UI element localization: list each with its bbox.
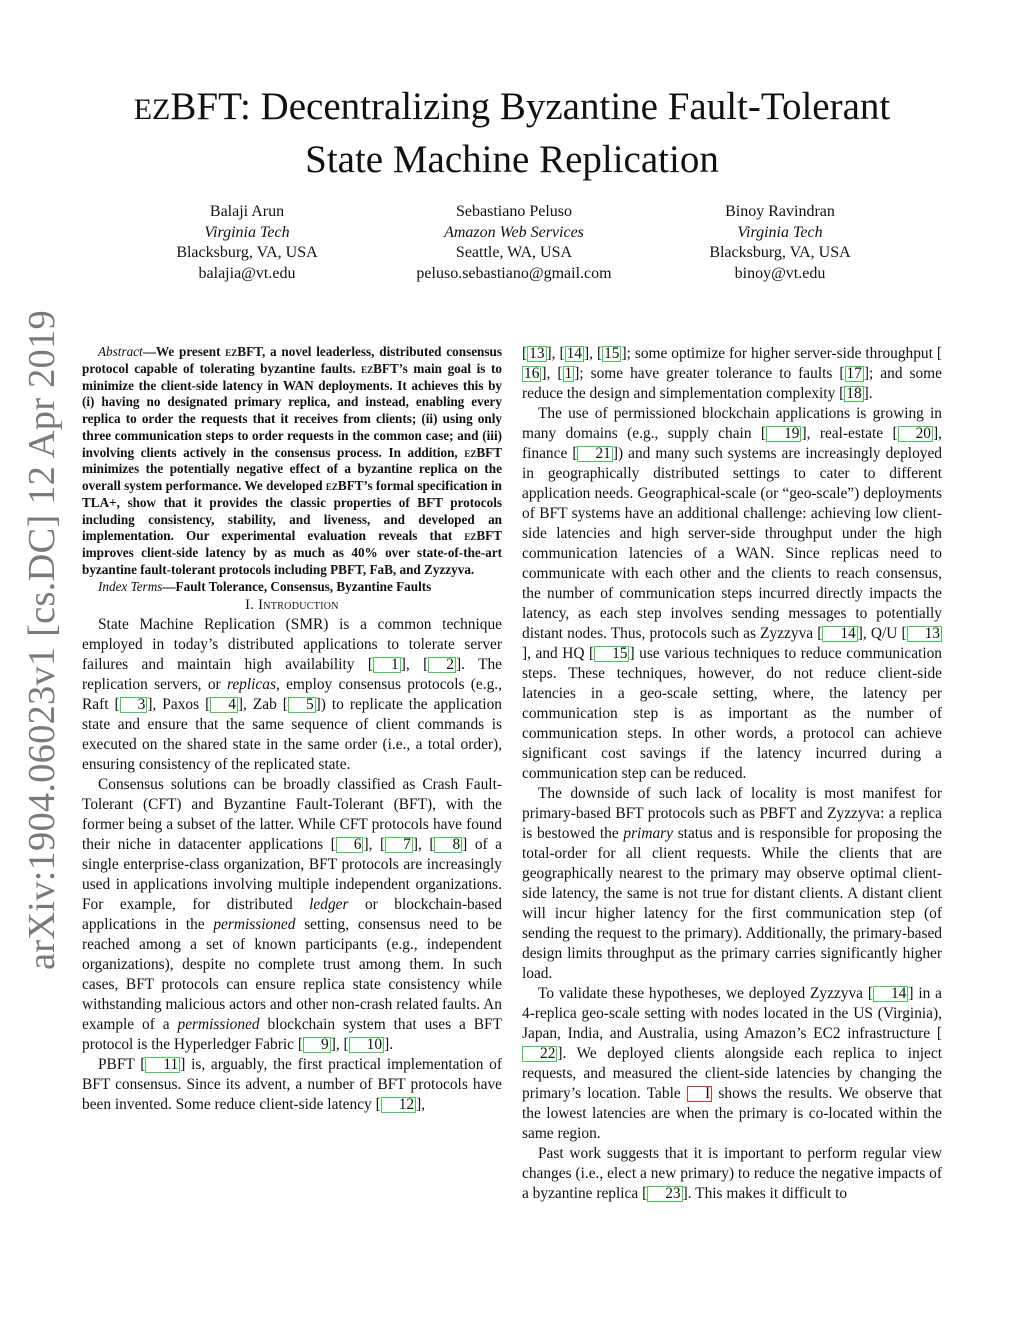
- paragraph: The downside of such lack of locality is most manifest for primary-based BFT protocols such as PBFT and Zyzzyva: a replica is bestowed the primary status and is responsible for proposing the total-order for all client requests. While the clients that are geographically nearest to the primary may observe optimal client-side latency, the same is not true for distant clients. A distant client will incur higher latency for the first communication step (of sending the request to the primary). Additionally, the primary-based design limits throughput as the primary carries significantly higher load.: [522, 785, 942, 982]
- paragraph: To validate these hypotheses, we deployed Zyzzyva [ 14 ] in a 4-replica geo-scale setting with nodes located in the US (Virginia), Japan, India, and Australia, using Amazon’s EC2 infrastructure [22 ]. We deployed clients alongside each replica to inject requests, and measured the client-side latencies by changing the primary’s location. Table I shows the results. We observe that the lowest latencies are when the primary is co-located within the same region.: [522, 985, 943, 1142]
- paragraph: Consensus solutions can be broadly classified as Crash Fault-Tolerant (CFT) and Byzantine Fault-Tolerant (BFT), with the former being a subset of the latter. While CFT protocols have found their niche in datacenter applications [ 6 ], [ 7 ], [ 8 ] of a single enterprise-class organization, BFT protocols are increasingly used in applications involving multiple independent organizations. For example, for distributed ledger or blockchain-based applications in the permissioned setting, consensus need to be reached among a set of known participants (e.g., independent organizations), despite no complete trust among them. In such cases, BFT protocols can ensure replica state consistency while withstanding malicious actors and other non-crash related faults. An example of a permissioned blockchain system that uses a BFT protocol is the Hyperledger Fabric [ 9 ], [ 10 ].: [82, 776, 502, 1054]
- citation-link[interactable]: 6: [336, 837, 364, 853]
- citation-link[interactable]: 12: [381, 1097, 416, 1113]
- arxiv-stamp: [6, 310, 78, 970]
- citation-link[interactable]: 15: [604, 345, 620, 362]
- paragraph: [ 13 ], [ 14 ], [ 15 ]; some optimize for higher server-side throughput [16 ], [ 1 ]; some have greater tolerance to faults [ 17 ]; and some reduce the design and simplementation complexity [ 18 ].: [522, 345, 942, 402]
- citation-link[interactable]: 23: [647, 1186, 682, 1202]
- author-2: [379, 202, 649, 284]
- citation-link[interactable]: 5: [288, 697, 316, 713]
- citation-link[interactable]: 18: [846, 385, 862, 402]
- author-location: Blacksburg, VA, USA: [709, 244, 851, 261]
- author-affiliation: Virginia Tech: [737, 223, 823, 241]
- abstract-label: Abstract: [98, 344, 143, 359]
- paper-title: [60, 82, 964, 185]
- author-affiliation: Amazon Web Services: [444, 223, 584, 241]
- citation-link[interactable]: 16: [524, 365, 540, 382]
- paragraph: The use of permissioned blockchain applications is growing in many domains (e.g., supply chain [ 19 ], real-estate [ 20 ], finance [ 21 ]) and many such systems are increasingly deployed in geographically distributed settings to cater to different application needs. Geographical-scale (or “geo-scale”) deployments of BFT systems have an additional challenge: achieving low client-side latencies and high server-side throughput under the high communication latencies of a WAN. Since replicas need to communicate with each other and the clients to reach consensus, the number of communication steps incurred directly impacts the latency, as each step involves sending messages to potentially distant nodes. Thus, protocols such as Zyzzyva [ 14 ], Q/U [ 13], and HQ [ 15 ] use various techniques to reduce communication steps. These techniques, however, do not reduce client-side latencies in a geo-scale setting, where, the latency per communication step is as important as the number of communication steps. In other words, a protocol can achieve significant cost savings if the latency incurred during a communication step can be reduced.: [522, 405, 942, 782]
- citation-link[interactable]: 7: [385, 837, 413, 853]
- author-location: Seattle, WA, USA: [455, 244, 573, 261]
- citation-link[interactable]: 22: [522, 1046, 557, 1062]
- citation-link[interactable]: 8: [434, 837, 462, 853]
- citation-link[interactable]: 13: [529, 345, 545, 362]
- section-heading: I. Introduction: [245, 597, 339, 614]
- paragraph: PBFT [ 11 ] is, arguably, the first practical implementation of BFT consensus. Since its advent, a number of BFT protocols have been invented. Some reduce client-side latency [ 12 ],: [82, 1056, 502, 1114]
- arxiv-stamp-text: arXiv:1904.06023v1 [cs.DC] 12 Apr 2019: [21, 310, 63, 970]
- citation-link[interactable]: 1: [564, 365, 573, 382]
- author-email[interactable]: balajia@vt.edu: [198, 264, 296, 282]
- citation-link[interactable]: 17: [846, 365, 862, 382]
- paragraph: Past work suggests that it is important to perform regular view changes (i.e., elect a new primary) to reduce the negative impacts of a byzantine replica [ 23 ]. This makes it difficult to: [522, 1145, 942, 1202]
- author-name: Sebastiano Peluso: [456, 203, 572, 220]
- citation-link[interactable]: 14: [873, 986, 908, 1002]
- author-1: [112, 202, 382, 284]
- index-terms: Index Terms—Fault Tolerance, Consensus, Byzantine Faults: [98, 578, 432, 594]
- citation-link[interactable]: 3: [120, 697, 148, 713]
- title-line1: BFT: Decentralizing Byzantine Fault-Tolerant: [170, 85, 891, 128]
- author-email[interactable]: peluso.sebastiano@gmail.com: [416, 264, 612, 282]
- citation-link[interactable]: 14: [822, 626, 857, 642]
- author-name: Balaji Arun: [209, 203, 285, 220]
- author-email[interactable]: binoy@vt.edu: [734, 264, 826, 282]
- author-location: Blacksburg, VA, USA: [176, 244, 318, 261]
- table-reference-link[interactable]: I: [687, 1086, 712, 1102]
- citation-link[interactable]: 10: [349, 1037, 384, 1053]
- citation-link[interactable]: 15: [594, 646, 629, 662]
- citation-link[interactable]: 9: [303, 1037, 331, 1053]
- citation-link[interactable]: 20: [898, 426, 933, 442]
- right-column: [522, 344, 942, 1204]
- citation-link[interactable]: 14: [566, 345, 582, 362]
- index-terms-label: Index Terms: [98, 578, 163, 594]
- citation-link[interactable]: 11: [145, 1057, 180, 1073]
- citation-link[interactable]: 4: [210, 697, 238, 713]
- citation-link[interactable]: 13: [907, 626, 942, 642]
- author-name: Binoy Ravindran: [725, 203, 835, 220]
- citation-link[interactable]: 1: [373, 657, 401, 673]
- author-3: [645, 202, 915, 284]
- citation-link[interactable]: 2: [428, 657, 456, 673]
- citation-link[interactable]: 19: [766, 426, 801, 442]
- title-line2: State Machine Replication: [305, 138, 719, 181]
- author-affiliation: Virginia Tech: [204, 223, 290, 241]
- title-system-name: EZ: [133, 93, 171, 126]
- citation-link[interactable]: 21: [577, 446, 612, 462]
- author-block: [102, 202, 922, 292]
- left-column: [82, 344, 502, 1115]
- paragraph: State Machine Replication (SMR) is a common technique employed in today’s distributed applications to tolerate server failures and maintain high availability [ 1 ], [ 2 ]. The replication servers, or replicas, employ consensus protocols (e.g., Raft [ 3 ], Paxos [ 4 ], Zab [ 5 ]) to replicate the application state and ensure that the same sequence of client commands is executed on the shared state in the same order (i.e., a total order), ensuring consistency of the replicated state.: [82, 616, 503, 774]
- abstract: Abstract—We present ezBFT, a novel leaderless, distributed consensus protocol capable of tolerating byzantine faults. ezBFT’s main goal is to minimize the client-side latency in WAN deployments. It achieves this by (i) having no designated primary replica, and instead, enabling every replica to order the requests that it receives from clients; (ii) using only three communication steps to order requests in the common case; and (iii) involving clients actively in the consensus process. In addition, ezBFT minimizes the potentially negative effect of a byzantine replica on the overall system performance. We developed ezBFT’s formal specification in TLA+, show that it provides the classic properties of BFT protocols including consistency, stability, and liveness, and developed an implementation. Our experimental evaluation reveals that ezBFT improves client-side latency by as much as 40% over state-of-the-art byzantine fault-tolerant protocols including PBFT, FaB, and Zyzzyva.: [82, 344, 503, 577]
